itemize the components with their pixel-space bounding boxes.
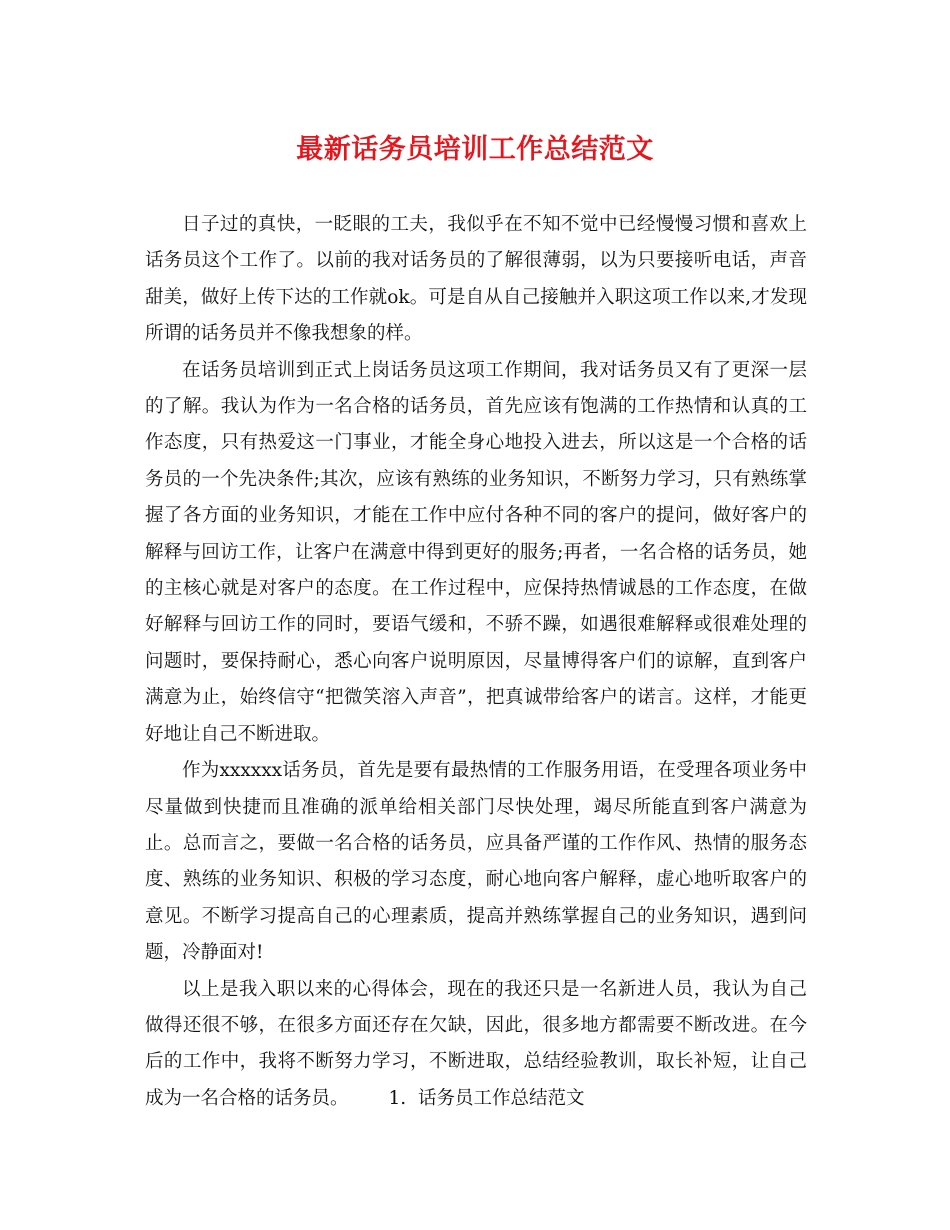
paragraph-1: 日子过的真快，一眨眼的工夫，我似乎在不知不觉中已经慢慢习惯和喜欢上话务员这个工作了。以前的我对话务员的了解很薄弱，以为只要接听电话，声音甜美，做好上传下达的工作就ok。可是自从自己接触并入职这项工作以来,才发现所谓的话务员并不像我想象的样。 — [145, 214, 807, 345]
paragraph-2: 在话务员培训到正式上岗话务员这项工作期间，我对话务员又有了更深一层的了解。我认为作为一名合格的话务员，首先应该有饱满的工作热情和认真的工作态度，只有热爱这一门事业，才能全身心地投入进去，所以这是一个合格的话务员的一个先决条件;其次，应该有熟练的业务知识，不断努力学习，只有熟练掌握了各方面的业务知识，才能在工作中应付各种不同的客户的提问，做好客户的解释与回访工作，让客户在满意中得到更好的服务;再者，一名合格的话务员，她的主核心就是对客户的态度。在工作过程中，应保持热情诚恳的工作态度，在做好解释与回访工作的同时，要语气缓和，不骄不躁，如遇很难解释或很难处理的问题时，要保持耐心，悉心向客户说明原因，尽量博得客户们的谅解，直到客户满意为止，始终信守“把微笑溶入声音”，把真诚带给客户的诺言。这样，才能更好地让自己不断进取。 — [145, 359, 807, 745]
list-item-number: 1. — [388, 1087, 407, 1109]
list-item-text: 话务员工作总结范文 — [417, 1087, 585, 1109]
paragraph-4-text: 以上是我入职以来的心得体会，现在的我还只是一名新进人员，我认为自己做得还很不够，在很多方面还存在欠缺，因此，很多地方都需要不断改进。在今后的工作中，我将不断努力学习，不断进取，总结经验教训，取长补短，让自己成为一名合格的话务员。 — [145, 978, 807, 1109]
paragraph-3: 作为xxxxxx话务员，首先是要有最热情的工作服务用语，在受理各项业务中尽量做到快捷而且准确的派单给相关部门尽快处理，竭尽所能直到客户满意为止。总而言之，要做一名合格的话务员，应具备严谨的工作作风、热情的服务态度、熟练的业务知识、积极的学习态度，耐心地向客户解释，虚心地听取客户的意见。不断学习提高自己的心理素质，提高并熟练掌握自己的业务知识，遇到问题，冷静面对! — [145, 760, 807, 964]
list-item — [389, 1088, 585, 1109]
paragraph-4 — [145, 972, 807, 1118]
document-title: 最新话务员培训工作总结范文 — [296, 134, 654, 165]
document-body — [145, 207, 807, 1117]
